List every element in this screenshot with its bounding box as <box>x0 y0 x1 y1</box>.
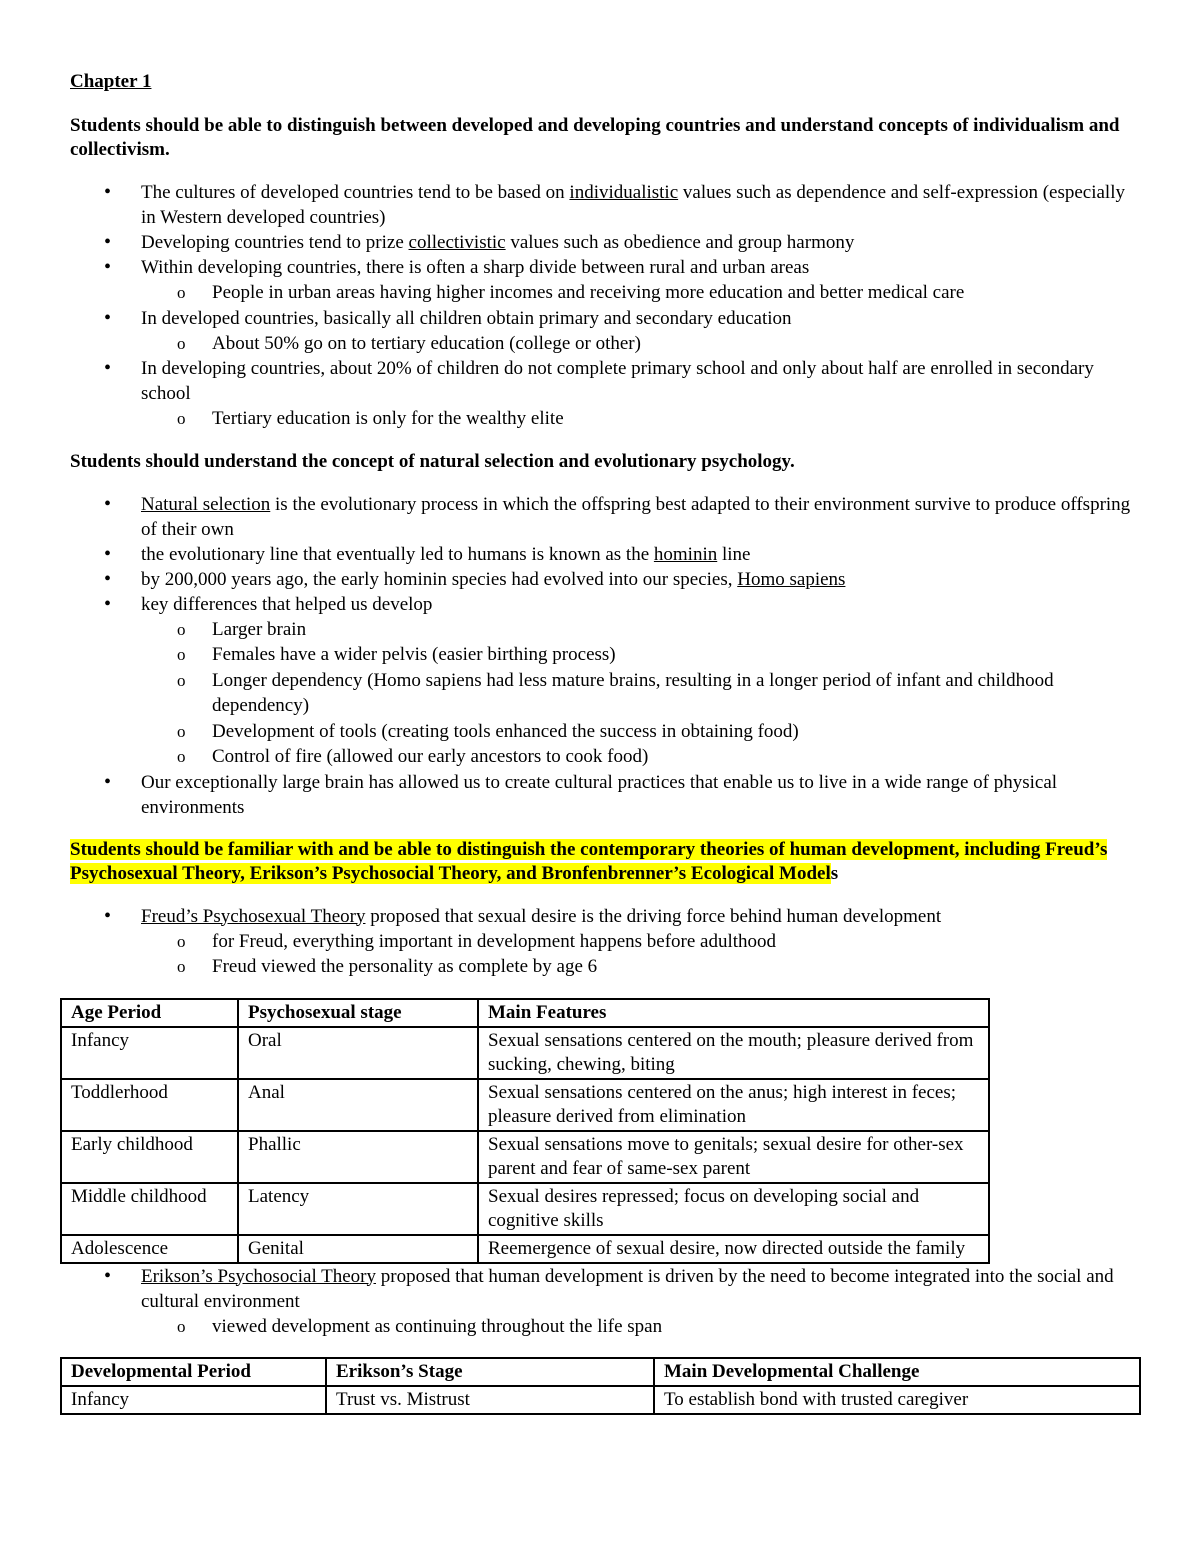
term-erikson-theory: Erikson’s Psychosocial Theory <box>141 1265 377 1287</box>
sub-list-item: o Freud viewed the personality as complete by age 6 <box>141 954 1140 980</box>
table-cell: Oral <box>238 1027 478 1079</box>
chapter-title: Chapter 1 <box>70 71 152 92</box>
section-heading-theories: Students should be familiar with and be able to distinguish the contemporary theories of human development, including Freud’s Psychosexual Theory, Erikson’s Psychosocial Theory, and Bronfenbrenner’s Ecological Models <box>70 838 1108 884</box>
list-item: • Developing countries tend to prize collectivistic values such as obedience and group harmony <box>70 230 1140 255</box>
highlighted-heading-text: Students should be familiar with and be able to distinguish the contemporary theories of human development, including Freud’s Psychosexual Theory, Erikson’s Psychosocial Theory, and Bronfenbrenner’s Ecological Model <box>70 838 1108 884</box>
sub-list-item: o About 50% go on to tertiary education (college or other) <box>141 331 1140 357</box>
table-cell: Genital <box>238 1235 478 1263</box>
list-item: • by 200,000 years ago, the early hominin species had evolved into our species, Homo sapiens <box>70 567 1140 592</box>
sub-list-item: o for Freud, everything important in development happens before adulthood <box>141 929 1140 955</box>
table-cell: Sexual desires repressed; focus on developing social and cognitive skills <box>478 1183 989 1235</box>
sub-list-item: o People in urban areas having higher incomes and receiving more education and better medical care <box>141 280 1140 306</box>
table-row <box>61 1235 989 1263</box>
table-cell: Trust vs. Mistrust <box>326 1386 654 1414</box>
table-cell: Middle childhood <box>61 1183 238 1235</box>
list-item: • In developed countries, basically all children obtain primary and secondary education o About 50% go on to tertiary education (college or other) <box>70 306 1140 357</box>
sub-list-item: o Control of fire (allowed our early ancestors to cook food) <box>141 744 1140 770</box>
table-cell: Sexual sensations centered on the mouth; pleasure derived from sucking, chewing, biting <box>478 1027 989 1079</box>
table-cell: Sexual sensations centered on the anus; high interest in feces; pleasure derived from elimination <box>478 1079 989 1131</box>
list-item: • Our exceptionally large brain has allowed us to create cultural practices that enable us to live in a wide range of physical environments <box>70 770 1140 820</box>
table-row <box>61 1027 989 1079</box>
sub-list <box>141 280 1140 306</box>
erikson-stages-table <box>60 1357 1141 1415</box>
table-cell: Phallic <box>238 1131 478 1183</box>
sub-list <box>141 331 1140 357</box>
bullet-list-evolution <box>70 492 1140 820</box>
table-header-cell: Developmental Period <box>61 1358 326 1386</box>
term-natural-selection: Natural selection <box>141 493 271 515</box>
section-heading-natural-selection: Students should understand the concept of natural selection and evolutionary psychology. <box>70 450 795 472</box>
sub-list-item: o viewed development as continuing throughout the life span <box>141 1314 1140 1340</box>
list-item: • Within developing countries, there is often a sharp divide between rural and urban areas o People in urban areas having higher incomes and receiving more education and better medical care <box>70 255 1140 306</box>
sub-list <box>141 617 1140 770</box>
sub-list-item: o Females have a wider pelvis (easier birthing process) <box>141 642 1140 668</box>
term-individualistic: individualistic <box>569 182 679 203</box>
table-cell: Infancy <box>61 1386 326 1414</box>
term-homo-sapiens: Homo sapiens <box>737 568 846 590</box>
table-cell: Anal <box>238 1079 478 1131</box>
table-cell: To establish bond with trusted caregiver <box>654 1386 1140 1414</box>
document-page <box>70 70 1140 1415</box>
bullet-list-erikson <box>70 1264 1140 1340</box>
table-header-cell: Main Features <box>478 999 989 1027</box>
table-row <box>61 1131 989 1183</box>
bullet-list-freud <box>70 904 1140 980</box>
table-header-cell: Main Developmental Challenge <box>654 1358 1140 1386</box>
sub-list <box>141 929 1140 980</box>
list-item: • the evolutionary line that eventually led to humans is known as the hominin line <box>70 542 1140 567</box>
list-item: • Erikson’s Psychosocial Theory proposed that human development is driven by the need to become integrated into the social and cultural environment o viewed development as continuing throughout the life span <box>70 1264 1140 1340</box>
term-collectivistic: collectivistic <box>408 232 506 253</box>
freud-stages-table <box>60 998 990 1264</box>
table-row <box>61 1386 1140 1414</box>
term-hominin: hominin <box>653 543 718 565</box>
table-header-cell: Psychosexual stage <box>238 999 478 1027</box>
table-cell: Infancy <box>61 1027 238 1079</box>
bullet-list-countries <box>70 180 1140 432</box>
table-header-row <box>61 1358 1140 1386</box>
table-cell: Adolescence <box>61 1235 238 1263</box>
list-item: • The cultures of developed countries tend to be based on individualistic values such as dependence and self-expression (especially in Western developed countries) <box>70 180 1140 230</box>
list-item: • key differences that helped us develop o Larger brain o Females have a wider pelvis (easier birthing process) o Longer dependency (Homo sapiens had less mature brains, resulting in a longer period of infant and childhood dependency) o Development of tools (creating tools enhanced the success in obtaining food) o Control of fire (allowed our early ancestors to cook food) <box>70 592 1140 770</box>
sub-list <box>141 1314 1140 1340</box>
table-row <box>61 1183 989 1235</box>
table-header-cell: Erikson’s Stage <box>326 1358 654 1386</box>
table-header-cell: Age Period <box>61 999 238 1027</box>
table-cell: Reemergence of sexual desire, now directed outside the family <box>478 1235 989 1263</box>
table-cell: Early childhood <box>61 1131 238 1183</box>
sub-list-item: o Development of tools (creating tools enhanced the success in obtaining food) <box>141 719 1140 745</box>
sub-list <box>141 406 1140 432</box>
sub-list-item: o Tertiary education is only for the wealthy elite <box>141 406 1140 432</box>
table-row <box>61 1079 989 1131</box>
list-item: • In developing countries, about 20% of children do not complete primary school and only about half are enrolled in secondary school o Tertiary education is only for the wealthy elite <box>70 356 1140 432</box>
table-cell: Toddlerhood <box>61 1079 238 1131</box>
sub-list-item: o Larger brain <box>141 617 1140 643</box>
term-freud-theory: Freud’s Psychosexual Theory <box>141 905 366 927</box>
list-item: • Freud’s Psychosexual Theory proposed that sexual desire is the driving force behind human development o for Freud, everything important in development happens before adulthood o Freud viewed the personality as complete by age 6 <box>70 904 1140 980</box>
section-heading-countries: Students should be able to distinguish between developed and developing countries and understand concepts of individualism and collectivism. <box>70 115 1120 160</box>
list-item: • Natural selection is the evolutionary process in which the offspring best adapted to their environment survive to produce offspring of their own <box>70 492 1140 542</box>
table-cell: Latency <box>238 1183 478 1235</box>
table-header-row <box>61 999 989 1027</box>
table-cell: Sexual sensations move to genitals; sexual desire for other-sex parent and fear of same-sex parent <box>478 1131 989 1183</box>
sub-list-item: o Longer dependency (Homo sapiens had less mature brains, resulting in a longer period of infant and childhood dependency) <box>141 668 1140 719</box>
